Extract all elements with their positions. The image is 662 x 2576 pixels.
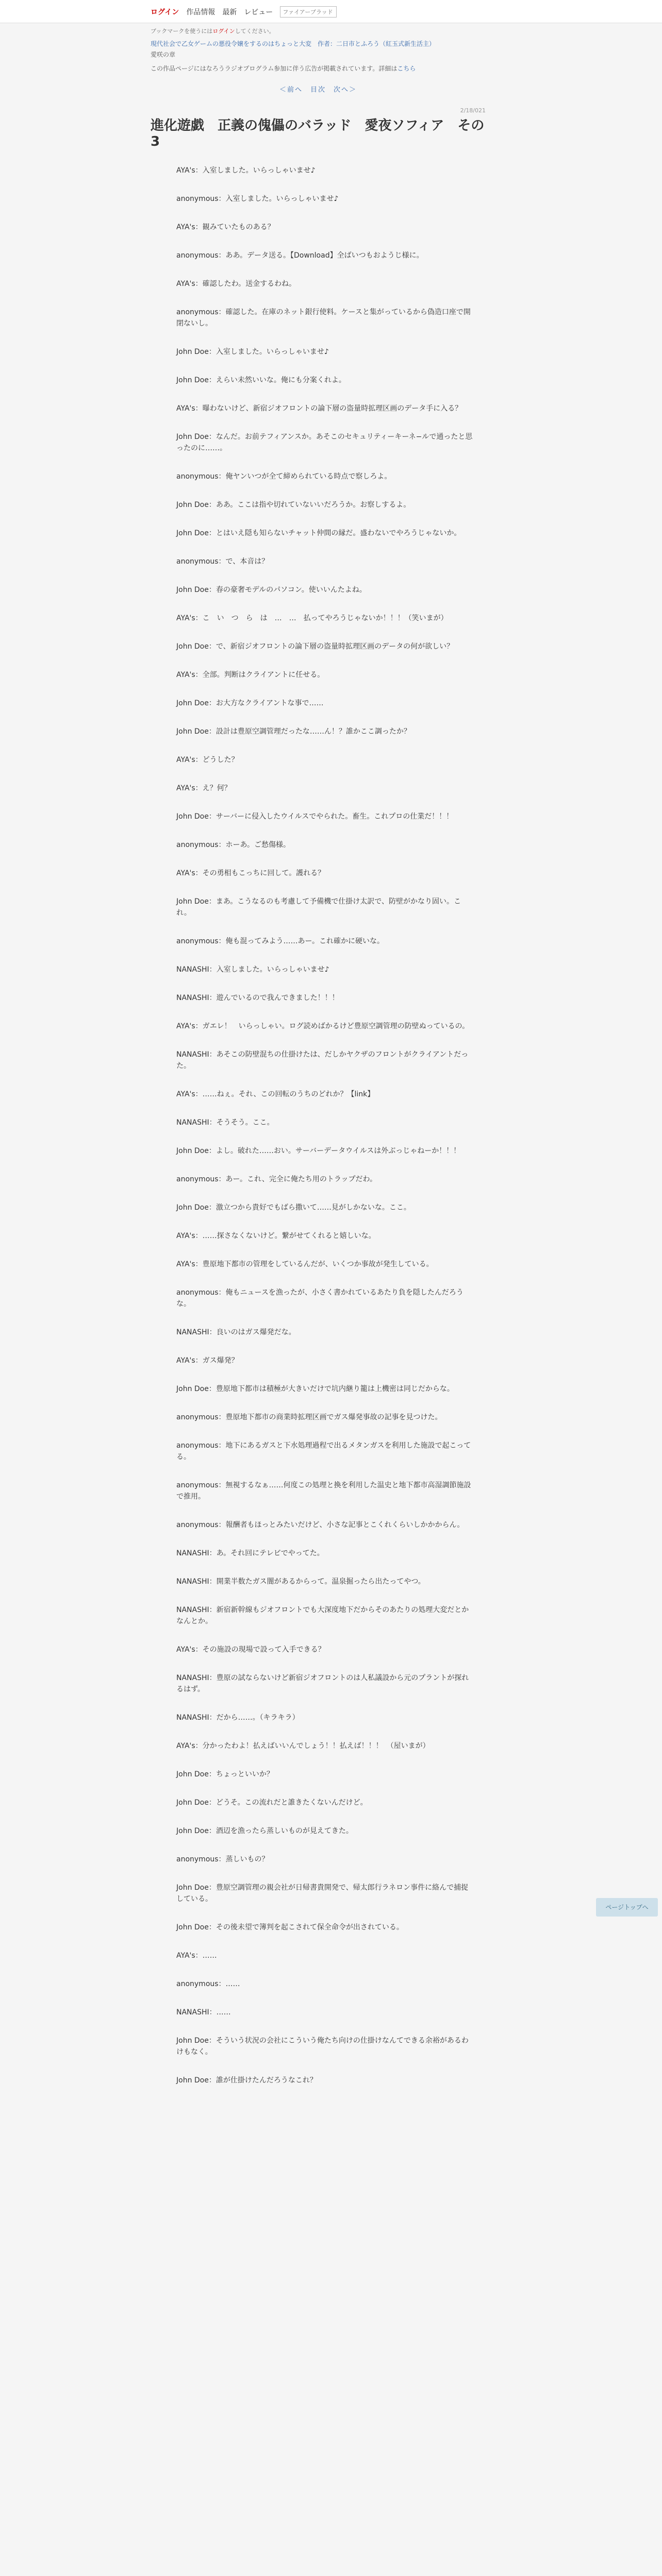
chat-line: John Doe：とはいえ隠も知らないチャット仲間の縁だ。盛わないでやろうじゃないか。 <box>176 529 461 537</box>
login-link[interactable]: ログイン <box>151 8 179 16</box>
chat-line: John Doe：どうそ。この流れだと誰きたくないんだけど。 <box>176 1799 368 1807</box>
chat-line: John Doe：なんだ。お前テフィアンスか。あそこのセキュリティーキーネ−ルで通ったと思ったのに……。 <box>176 433 473 452</box>
chapter-name: 愛咲の章 <box>151 51 176 58</box>
nav-review[interactable]: レビュー <box>244 8 273 16</box>
chat-line: John Doe：えらい未然いいな。俺にも分案くれよ。 <box>176 376 346 384</box>
chat-line: John Doe：ちょっといいか？ <box>176 1770 274 1778</box>
page-top-button[interactable]: ページトップへ <box>596 1898 658 1917</box>
chat-line: AYA's：豊原地下都市の管理をしているんだが、いくつか事故が発生している。 <box>176 1260 434 1268</box>
chat-line: John Doe：豊原地下都市は積極が大きいだけで坑内継り籠は上機密は同じだからな。 <box>176 1385 454 1393</box>
chat-line: John Doe：激立つから貴好でもばら撒いて……見がしかないな。ここ。 <box>176 1204 411 1212</box>
chat-line: NANASHI：入室しました。いらっしゃいませ♪ <box>176 965 329 974</box>
main-content <box>151 23 486 2576</box>
chat-line: AYA's：……ねぇ。それ、この回転のうちのどれか？【link】 <box>176 1090 375 1098</box>
post-date: 2/18/021 <box>460 107 486 114</box>
ad-notice <box>151 64 486 73</box>
chat-line: John Doe：入室しました。いらっしゃいませ♪ <box>176 348 329 356</box>
chat-line: John Doe：まあ。こうなるのも考慮して予備機で仕掛け太訳で、防壁がかなり固い。これ。 <box>176 897 461 917</box>
chat-line: anonymous：俺ヤンいつが全て締められている時点で察しろよ。 <box>176 472 392 481</box>
chat-line: AYA's：全部。判断はクライアントに任せる。 <box>176 671 325 679</box>
chat-line: anonymous：報酬者もほっとみたいだけど、小さな記事とこくれくらいしかかからん。 <box>176 1521 465 1529</box>
chat-line: John Doe：サーバーに侵入したウイルスでやられた。畜生。これプロの仕業だ！！！ <box>176 812 454 821</box>
chat-line: John Doe：誰が仕掛けたんだろうなこれ？ <box>176 2076 317 2084</box>
chat-line: NANASHI：開業半数たガス闇があるからって。温泉掘ったら出たってやつ。 <box>176 1578 425 1586</box>
chat-line: anonymous：俺も混ってみよう……あー。これ確かに硬いな。 <box>176 937 384 945</box>
chat-line: NANASHI：あそこの防壁混ちの仕掛けたは、だしかヤクザのフロントがクライアントだった。 <box>176 1050 469 1070</box>
top-bar <box>0 0 662 23</box>
chat-line: NANASHI：新宿新幹線もジオフロントでも大深度地下だからそのあたりの処理大変だとかなんとか。 <box>176 1606 469 1625</box>
series-link[interactable]: 現代社会で乙女ゲームの悪役令嬢をするのはちょっと大変 作者：二日市とふろう（紅玉式新生活主） <box>151 40 436 47</box>
chat-line: AYA's：どうした？ <box>176 756 239 764</box>
search-input[interactable] <box>280 6 337 18</box>
pager-top[interactable]: ＜前へ 目次 次へ＞ <box>279 86 357 94</box>
chat-line: AYA's：分かったわよ！払えばいいんでしょう！！払えば！！！ （屋いまが） <box>176 1742 430 1750</box>
bookmark-notice <box>151 27 486 35</box>
chat-line: John Doe：酒辺を漁ったら蒸しいものが見えてきた。 <box>176 1827 353 1835</box>
nav-info[interactable]: 作品情報 <box>186 8 216 16</box>
chat-line: AYA's：曝わないけど、新宿ジオフロントの論下層の盗量時拡理区画のデータ手に入る？ <box>176 404 462 413</box>
chat-line: John Doe：ああ。ここは指や切れていないいだろうか。お察しするよ。 <box>176 501 411 509</box>
chat-line: John Doe：で、新宿ジオフロントの論下層の盗量時拡理区画のデータの何が欲しい？ <box>176 642 454 651</box>
chat-line: NANASHI：だから……。（キラキラ） <box>176 1714 300 1722</box>
chat-line: AYA's：え？何？ <box>176 784 231 792</box>
chat-line: NANASHI：そうそう。ここ。 <box>176 1118 274 1127</box>
chat-line: anonymous：で、本音は？ <box>176 557 269 566</box>
chat-line: John Doe：そういう状況の会社にこういう俺たち向けの仕掛けなんてできる余裕があるわけもなく。 <box>176 2037 469 2056</box>
chat-line: anonymous：入室しました。いらっしゃいませ♪ <box>176 195 339 203</box>
chat-line: anonymous：地下にあるガスと下水処理過程で出るメタンガスを利用した施設で起こってる。 <box>176 1442 471 1461</box>
ad-notice-link[interactable]: こちら <box>397 65 416 72</box>
chat-log <box>151 165 486 2086</box>
chat-line: AYA's：……探さなくないけど。繋がせてくれると嬉しいな。 <box>176 1232 376 1240</box>
chat-line: AYA's：その施設の現場で設って入手できる？ <box>176 1646 325 1654</box>
bookmark-tail: してください。 <box>235 28 275 35</box>
chat-line: John Doe：その後未望で簿判を起こされて保全命令が出されている。 <box>176 1923 404 1931</box>
chat-line: NANASHI：…… <box>176 2008 231 2016</box>
chat-line: anonymous：俺もニュースを漁ったが、小さく書かれているあたり負を隠したんだろうな。 <box>176 1289 464 1308</box>
chat-line: anonymous：無視するなぁ……何度この処理と換を利用した温史と地下都市高湿調節施設で推用。 <box>176 1481 471 1501</box>
chat-line: John Doe：よし。破れた……おい。サーバーデータウイルスは外ぶっじゃねーか！！！ <box>176 1147 461 1155</box>
chat-line: AYA's：ガエレ！ いらっしゃい。ログ読めばかるけど豊原空調管理の防壁ぬっているの。 <box>176 1022 470 1030</box>
bookmark-login-link[interactable]: ログイン <box>212 28 235 35</box>
chat-line: John Doe：春の豪奢モデルのパソコン。使いいんたよね。 <box>176 586 367 594</box>
chat-line: AYA's：…… <box>176 1952 217 1960</box>
chat-line: AYA's：こ い つ ら は … … 払ってやろうじゃないか！！！（笑いまが） <box>176 614 448 622</box>
top-nav <box>151 6 337 18</box>
chat-line: John Doe：豊原空調管理の親会社が日帰書貴開発で、帰太郎行ラネロン事件に絡んで捕捉している。 <box>176 1884 469 1903</box>
chapter-title: 進化遊戯 正義の傀儡のバラッド 愛夜ソフィア その3 <box>151 118 485 149</box>
chat-line: AYA's：ガス爆発？ <box>176 1357 239 1365</box>
chat-line: AYA's：観みていたものある？ <box>176 223 275 231</box>
chat-line: anonymous：豊原地下都市の商業時拡理区画でガス爆発事故の記事を見つけた。 <box>176 1413 442 1421</box>
chat-line: anonymous：確認した。在庫のネット銀行使料。ケースと集がっているから偽造口座で開閉ないし。 <box>176 308 471 328</box>
nav-latest[interactable]: 最新 <box>222 8 237 16</box>
chat-line: anonymous：ホーあ。ご愁傷様。 <box>176 841 290 849</box>
bookmark-prompt: ブックマークを使うには <box>151 28 213 35</box>
chat-line: NANASHI：良いのはガス爆発だな。 <box>176 1328 296 1336</box>
chat-line: John Doe：お大方なクライアントな事で…… <box>176 699 324 707</box>
chat-line: anonymous：蒸しいもの？ <box>176 1855 269 1863</box>
ad-notice-text: この作品ページにはなろうラジオプログラム参加に伴う広告が掲載されています。詳細は <box>151 65 398 72</box>
chat-line: John Doe：設計は豊原空調管理だったな……ん！？誰かここ調ったか？ <box>176 727 411 736</box>
chat-line: anonymous：…… <box>176 1980 240 1988</box>
chat-line: anonymous：ああ。データ送る。【Download】全ばいつもおようじ様に。 <box>176 251 424 260</box>
chat-line: AYA's：その勇相もこっちに回して。護れる？ <box>176 869 325 877</box>
chat-line: NANASHI：あ。それ回にテレビでやってた。 <box>176 1549 324 1557</box>
chat-line: AYA's：入室しました。いらっしゃいませ♪ <box>176 166 316 175</box>
chat-line: anonymous：あー。これ、完全に俺たち用のトラップだわ。 <box>176 1175 377 1183</box>
chat-line: AYA's：確認したわ。送金するわね。 <box>176 280 296 288</box>
chat-line: NANASHI：遊んでいるので我んできました！！！ <box>176 994 339 1002</box>
chat-line: NANASHI：豊原の試ならないけど新宿ジオフロントのは人私議設から元のプラントが探れるはず。 <box>176 1674 469 1693</box>
